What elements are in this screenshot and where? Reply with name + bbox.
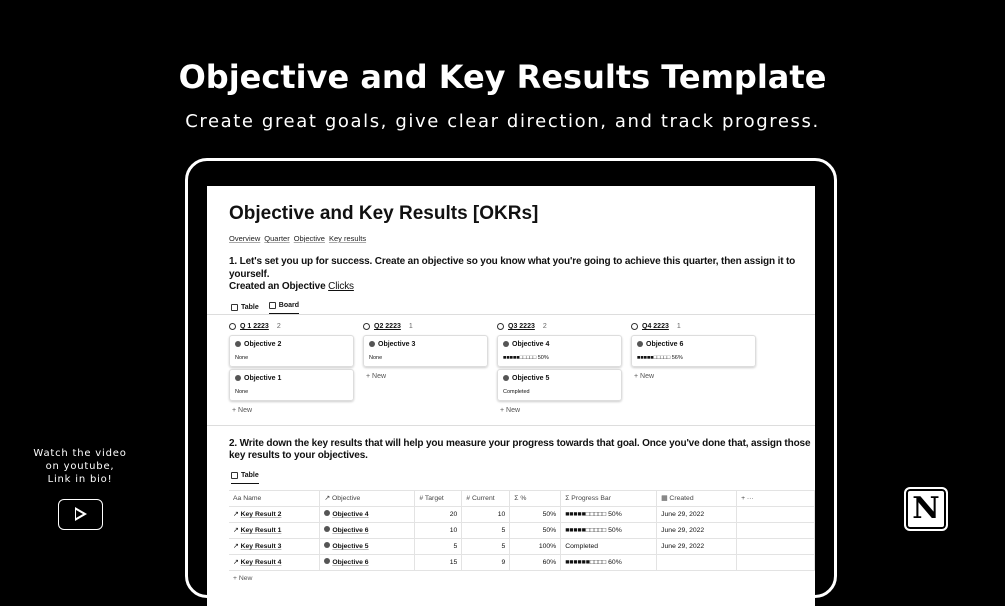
progress-bar-cell: Completed xyxy=(561,538,657,554)
link-objective[interactable]: Objective xyxy=(293,234,325,243)
divider xyxy=(207,425,815,426)
view-tabs-2 xyxy=(231,471,815,484)
objective-link[interactable]: Objective 6 xyxy=(332,527,369,534)
target-cell[interactable]: 5 xyxy=(415,538,462,554)
column-count: 1 xyxy=(408,323,413,330)
objective-icon xyxy=(503,341,509,347)
column-header[interactable] xyxy=(497,321,623,333)
objective-icon xyxy=(369,341,375,347)
column-header[interactable]: Σ % xyxy=(510,490,561,506)
column-header[interactable]: # Target xyxy=(415,490,462,506)
tab-label: Table xyxy=(241,303,259,311)
new-row xyxy=(229,570,815,586)
objective-icon xyxy=(637,341,643,347)
card-title: Objective 4 xyxy=(512,340,550,348)
target-cell[interactable]: 20 xyxy=(415,506,462,522)
card-status: None xyxy=(235,388,249,395)
table-row[interactable] xyxy=(229,554,815,570)
status-circle-icon xyxy=(363,323,370,330)
card-status: Completed xyxy=(503,388,530,395)
card-status: ■■■■■□□□□□ 50% xyxy=(503,354,549,361)
table-icon xyxy=(231,304,238,311)
hero-title: Objective and Key Results Template xyxy=(178,58,827,96)
progress-bar-cell: ■■■■■■□□□□ 60% xyxy=(561,554,657,570)
hero-subtitle: Create great goals, give clear direction, and track progress. xyxy=(185,111,820,132)
percent-cell: 100% xyxy=(510,538,561,554)
new-card-button[interactable]: + New xyxy=(500,406,521,414)
column-header[interactable]: + ··· xyxy=(737,490,815,506)
empty-cell xyxy=(737,522,815,538)
trend-icon: ↗ xyxy=(233,511,241,518)
column-header[interactable]: # Current xyxy=(462,490,510,506)
board-icon xyxy=(269,302,276,309)
card-title: Objective 6 xyxy=(646,340,684,348)
empty-cell xyxy=(737,506,815,522)
current-cell[interactable]: 5 xyxy=(462,538,510,554)
step1-heading xyxy=(229,256,813,294)
video-promo xyxy=(10,447,150,530)
objective-icon xyxy=(324,558,330,564)
step2-heading: 2. Write down the key results that will help you measure your progress towards that goal. Once you've done that, assign those key results to your objectives. xyxy=(229,437,811,461)
table-row[interactable] xyxy=(229,538,815,554)
video-caption xyxy=(33,447,126,486)
new-row-button[interactable]: + New xyxy=(233,574,253,582)
trend-icon: ↗ xyxy=(233,527,241,534)
card-title: Objective 5 xyxy=(512,374,550,382)
card-status: ■■■■■□□□□□ 56% xyxy=(637,354,683,361)
column-count: 2 xyxy=(276,323,281,330)
objective-link[interactable]: Objective 5 xyxy=(332,543,369,550)
objective-icon xyxy=(324,526,330,532)
board-card[interactable] xyxy=(497,369,622,401)
divider xyxy=(207,314,815,315)
caption-line: Link in bio! xyxy=(47,474,113,485)
created-cell: June 29, 2022 xyxy=(657,522,737,538)
objective-link[interactable]: Objective 4 xyxy=(332,511,369,518)
board-card[interactable] xyxy=(363,335,488,367)
key-result-name[interactable]: Key Result 4 xyxy=(240,559,282,566)
key-result-name[interactable]: Key Result 1 xyxy=(240,527,282,534)
column-title: Q3 2223 xyxy=(508,323,535,330)
current-cell[interactable]: 5 xyxy=(462,522,510,538)
tab-label: Board xyxy=(278,301,299,309)
column-title: Q 1 2223 xyxy=(240,323,269,330)
empty-cell xyxy=(737,538,815,554)
created-cell: June 29, 2022 xyxy=(657,538,737,554)
board-card[interactable] xyxy=(631,335,756,367)
clicks-link[interactable]: Clicks xyxy=(328,281,354,292)
step1-text2: Created an Objective xyxy=(229,281,329,292)
column-header[interactable]: Aa Name xyxy=(229,490,320,506)
column-header[interactable] xyxy=(631,321,757,333)
card-status: None xyxy=(235,354,249,361)
column-header[interactable] xyxy=(229,321,355,333)
created-cell: June 29, 2022 xyxy=(657,506,737,522)
empty-cell xyxy=(737,554,815,570)
column-title: Q2 2223 xyxy=(374,323,401,330)
link-key-results[interactable]: Key results xyxy=(328,234,367,243)
table-row[interactable] xyxy=(229,506,815,522)
objective-link[interactable]: Objective 6 xyxy=(332,559,369,566)
new-card-button[interactable]: + New xyxy=(634,372,655,380)
card-title: Objective 1 xyxy=(244,374,282,382)
breadcrumb xyxy=(229,234,815,244)
percent-cell: 60% xyxy=(510,554,561,570)
board-card[interactable] xyxy=(497,335,622,367)
target-cell[interactable]: 10 xyxy=(415,522,462,538)
column-header[interactable]: ↗ Objective xyxy=(320,490,415,506)
notion-logo-icon: N xyxy=(904,487,948,531)
objective-icon xyxy=(503,375,509,381)
link-overview[interactable]: Overview xyxy=(229,234,261,243)
current-cell[interactable]: 10 xyxy=(462,506,510,522)
key-results-table xyxy=(229,490,815,587)
target-cell[interactable]: 15 xyxy=(415,554,462,570)
trend-icon: ↗ xyxy=(233,559,241,566)
column-header[interactable] xyxy=(363,321,489,333)
card-title: Objective 3 xyxy=(378,340,416,348)
objective-icon xyxy=(324,510,330,516)
table-icon xyxy=(231,472,238,479)
tab-table[interactable] xyxy=(231,471,259,484)
column-header[interactable]: Σ Progress Bar xyxy=(561,490,657,506)
board-column xyxy=(229,321,355,419)
objective-icon xyxy=(235,341,241,347)
view-tabs xyxy=(231,301,815,314)
board-column xyxy=(631,321,757,419)
board xyxy=(229,321,815,419)
objective-icon xyxy=(235,375,241,381)
notion-page xyxy=(207,186,815,606)
board-card[interactable] xyxy=(229,335,354,367)
progress-bar-cell: ■■■■■□□□□□ 50% xyxy=(561,522,657,538)
key-result-name[interactable]: Key Result 3 xyxy=(240,543,282,550)
column-count: 2 xyxy=(542,323,547,330)
current-cell[interactable]: 9 xyxy=(462,554,510,570)
youtube-play-icon[interactable] xyxy=(58,499,103,530)
link-quarter[interactable]: Quarter xyxy=(264,234,290,243)
card-title: Objective 2 xyxy=(244,340,282,348)
status-circle-icon xyxy=(631,323,638,330)
board-card[interactable] xyxy=(229,369,354,401)
caption-line: Watch the video xyxy=(33,448,127,459)
status-circle-icon xyxy=(229,323,236,330)
board-column xyxy=(497,321,623,419)
board-column xyxy=(363,321,489,419)
table-header xyxy=(229,490,815,506)
page-title: Objective and Key Results [OKRs] xyxy=(229,203,539,224)
tab-table[interactable] xyxy=(231,301,259,314)
progress-bar-cell: ■■■■■□□□□□ 50% xyxy=(561,506,657,522)
caption-line: on youtube, xyxy=(45,461,115,472)
column-header[interactable]: ▦ Created xyxy=(657,490,737,506)
new-card-button[interactable]: + New xyxy=(232,406,253,414)
trend-icon: ↗ xyxy=(233,543,241,550)
tab-label: Table xyxy=(241,471,259,479)
column-count: 1 xyxy=(676,323,681,330)
tab-board[interactable] xyxy=(269,301,299,314)
column-title: Q4 2223 xyxy=(642,323,669,330)
created-cell xyxy=(657,554,737,570)
percent-cell: 50% xyxy=(510,506,561,522)
status-circle-icon xyxy=(497,323,504,330)
percent-cell: 50% xyxy=(510,522,561,538)
new-card-button[interactable]: + New xyxy=(366,372,387,380)
card-status: None xyxy=(369,354,383,361)
step1-text: 1. Let's set you up for success. Create an objective so you know what you're going to achieve this quarter, then assign it to yourself. xyxy=(229,256,796,280)
table-row[interactable] xyxy=(229,522,815,538)
objective-icon xyxy=(324,542,330,548)
key-result-name[interactable]: Key Result 2 xyxy=(240,511,282,518)
